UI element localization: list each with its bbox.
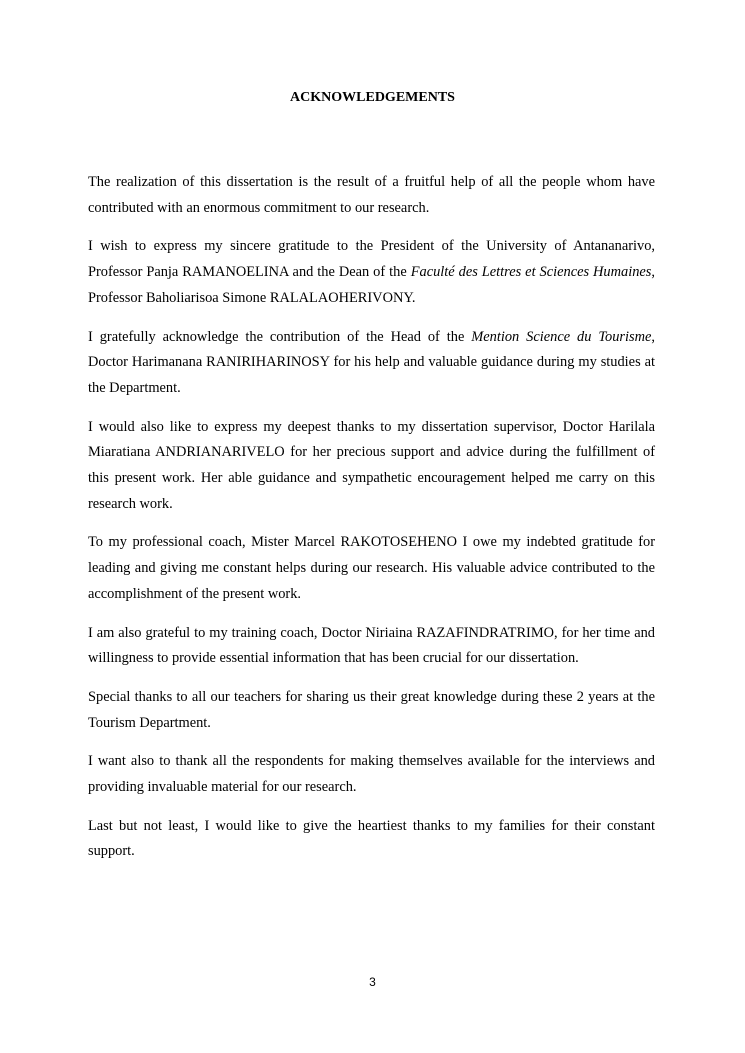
paragraph-supervisor: I would also like to express my deepest thanks to my dissertation supervisor, Doctor Harilala Miaratiana ANDRIANARIVELO for her precious support and advice during the fulfillment of this present work. Her able guidance and sympathetic encouragement helped me carry on this research work. — [88, 418, 655, 512]
paragraph-respondents: I want also to thank all the respondents for making themselves available for the interviews and providing invaluable material for our research. — [88, 753, 655, 796]
mention-name: Mention Science du Tourisme — [471, 328, 652, 345]
paragraph-text: I wish to express my sincere gratitude to the President of the University of Antananarivo, Professor Panja RAMANOELINA and the Dean of the — [88, 238, 655, 281]
paragraph-families: Last but not least, I would like to give the heartiest thanks to my families for their constant support. — [88, 817, 655, 860]
page-title: ACKNOWLEDGEMENTS — [290, 90, 455, 105]
paragraph-training-coach: I am also grateful to my training coach, Doctor Niriaina RAZAFINDRATRIMO, for her time and willingness to provide essential information that has been crucial for our dissertation. — [88, 624, 655, 667]
paragraph-head-of-mention — [88, 325, 655, 402]
paragraph-teachers: Special thanks to all our teachers for sharing us their great knowledge during these 2 years at the Tourism Department. — [88, 688, 655, 731]
page-number: 3 — [369, 975, 376, 989]
paragraph-professional-coach: To my professional coach, Mister Marcel RAKOTOSEHENO I owe my indebted gratitude for leading and giving me constant helps during our research. His valuable advice contributed to the accomplishment of the present work. — [88, 534, 655, 602]
acknowledgements-body — [88, 170, 655, 878]
paragraph-text: I gratefully acknowledge the contribution of the Head of the — [88, 328, 472, 345]
paragraph-intro: The realization of this dissertation is the result of a fruitful help of all the people whom have contributed with an enormous commitment to our research. — [88, 174, 655, 216]
paragraph-text: , Professor Baholiarisoa Simone RALALAOHERIVONY. — [88, 264, 656, 306]
faculty-name: Faculté des Lettres et Sciences Humaines — [410, 264, 652, 281]
paragraph-president-dean — [88, 234, 655, 311]
paragraph-text: , Doctor Harimanana RANIRIHARINOSY for his help and valuable guidance during my studies at the Department. — [88, 328, 655, 396]
